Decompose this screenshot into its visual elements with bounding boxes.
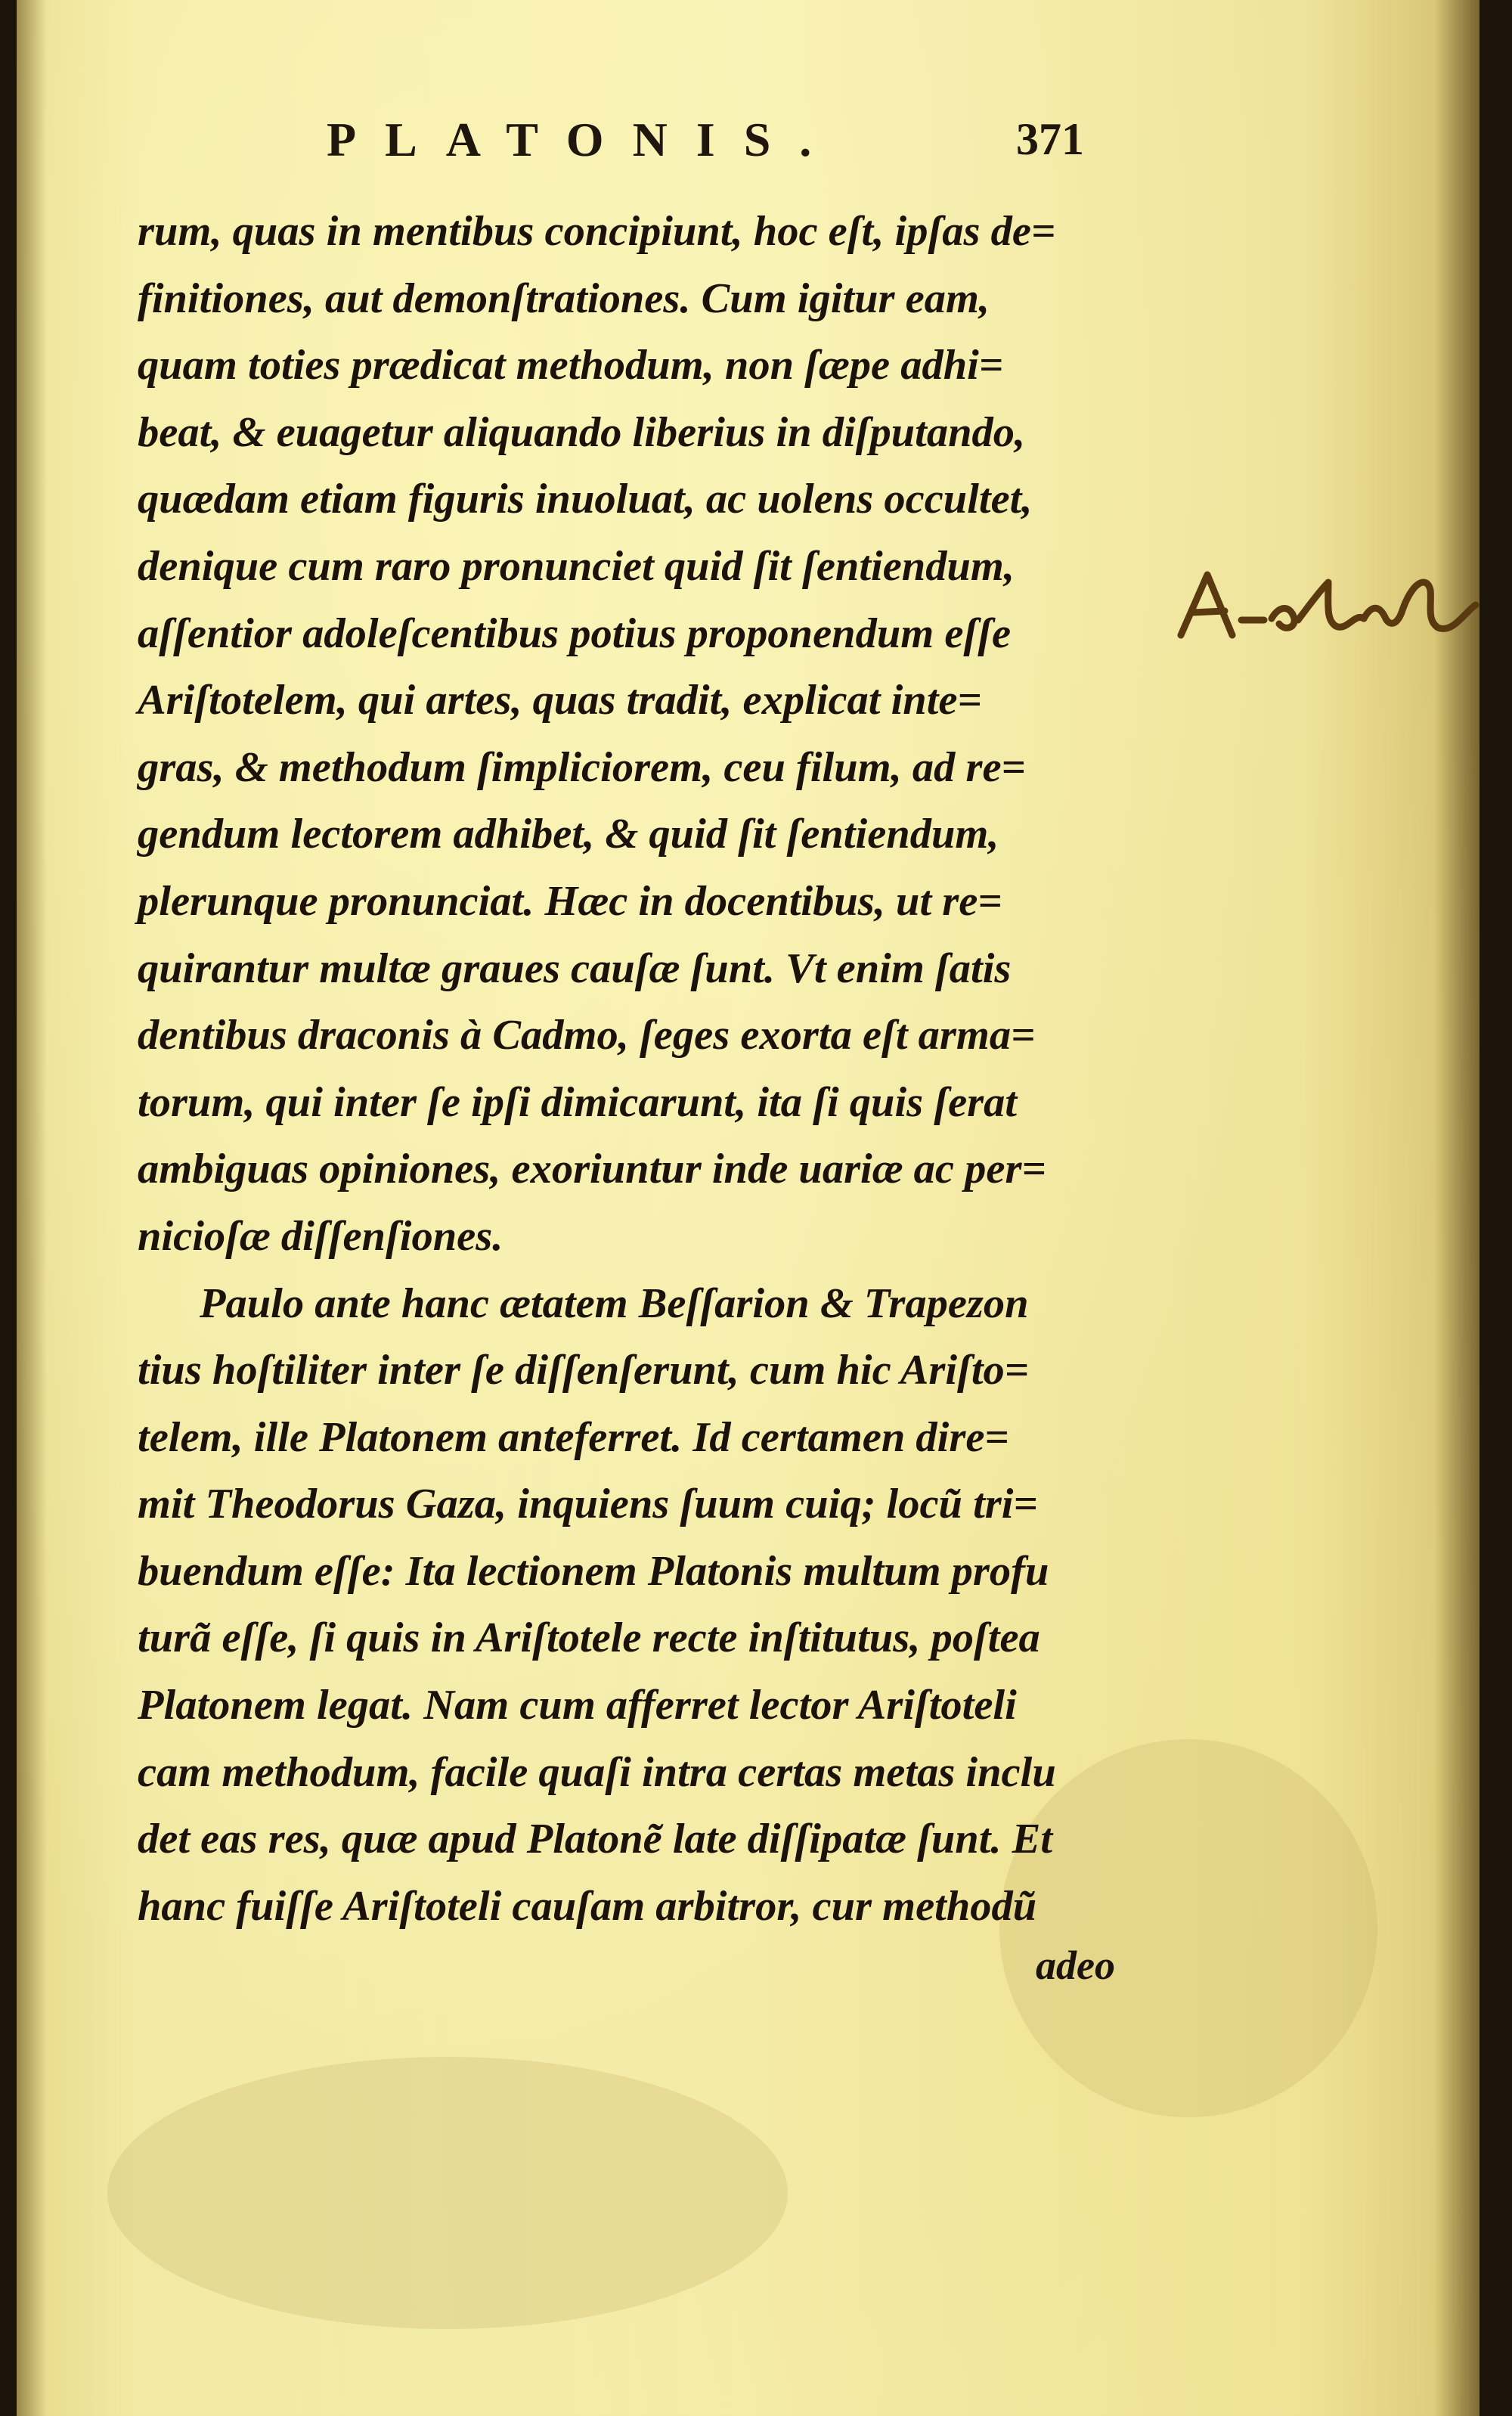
text-line: tius hoſtiliter inter ſe diſſenſerunt, cum hic Ariſto=	[138, 1347, 1029, 1394]
text-line: mit Theodorus Gaza, inquiens ſuum cuiq; locũ tri=	[138, 1481, 1038, 1528]
text-line: Platonem legat. Nam cum afferret lector Ariſtoteli	[138, 1682, 1017, 1729]
text-line: gendum lectorem adhibet, & quid ſit ſentiendum,	[138, 811, 999, 858]
text-line: Paulo ante hanc ætatem Beſſarion & Trapezon	[200, 1279, 1029, 1327]
text-line: torum, qui inter ſe ipſi dimicarunt, ita ſi quis ſerat	[138, 1078, 1018, 1126]
page-number: 371	[1016, 114, 1084, 164]
text-line: aſſentior adoleſcentibus potius proponendum eſſe	[138, 609, 1012, 657]
catchword: adeo	[1036, 1943, 1115, 1988]
text-line: Ariſtotelem, qui artes, quas tradit, explicat inte=	[138, 677, 982, 724]
handwritten-marginal-note	[1166, 560, 1498, 665]
text-line: quam toties prædicat methodum, non ſæpe adhi=	[138, 342, 1004, 389]
paper-stain	[107, 2057, 788, 2329]
text-line: buendum eſſe: Ita lectionem Platonis multum profu	[138, 1547, 1049, 1595]
text-line: turã eſſe, ſi quis in Ariſtotele recte inſtitutus, poſtea	[138, 1614, 1040, 1662]
text-line: ambiguas opiniones, exoriuntur inde uariæ ac per=	[138, 1146, 1046, 1193]
text-line: cam methodum, facile quaſi intra certas metas inclu	[138, 1748, 1056, 1796]
text-line: beat, & euagetur aliquando liberius in diſputando,	[138, 408, 1026, 456]
text-line: dentibus draconis à Cadmo, ſeges exorta eſt arma=	[138, 1012, 1036, 1059]
text-line: plerunque pronunciat. Hæc in docentibus, ut re=	[138, 877, 1002, 925]
handwritten-marginal-note-drawing	[1166, 560, 1498, 665]
text-line: det eas res, quæ apud Platonẽ late diſſipatæ ſunt. Et	[138, 1816, 1053, 1863]
text-line: finitiones, aut demonſtrationes. Cum igitur eam,	[138, 274, 990, 322]
running-head: PLATONIS.	[327, 113, 841, 166]
text-line: telem, ille Platonem anteferret. Id certamen dire=	[138, 1413, 1009, 1461]
text-line: hanc fuiſſe Ariſtoteli cauſam arbitror, cur methodũ	[138, 1882, 1037, 1930]
spine-shadow	[17, 0, 47, 2416]
text-line: rum, quas in mentibus concipiunt, hoc eſt, ipſas de=	[138, 208, 1056, 255]
text-line: quædam etiam figuris inuoluat, ac uolens occultet,	[138, 476, 1033, 523]
text-line: denique cum raro pronunciet quid ſit ſentiendum,	[138, 542, 1015, 590]
text-line: gras, & methodum ſimpliciorem, ceu filum, ad re=	[138, 743, 1026, 791]
text-line: quirantur multæ graues cauſæ ſunt. Vt enim ſatis	[138, 944, 1012, 992]
text-line: nicioſæ diſſenſiones.	[138, 1212, 503, 1260]
page-edge-shadow	[1434, 0, 1479, 2416]
book-page	[17, 0, 1479, 2416]
body-text	[138, 198, 1143, 1940]
